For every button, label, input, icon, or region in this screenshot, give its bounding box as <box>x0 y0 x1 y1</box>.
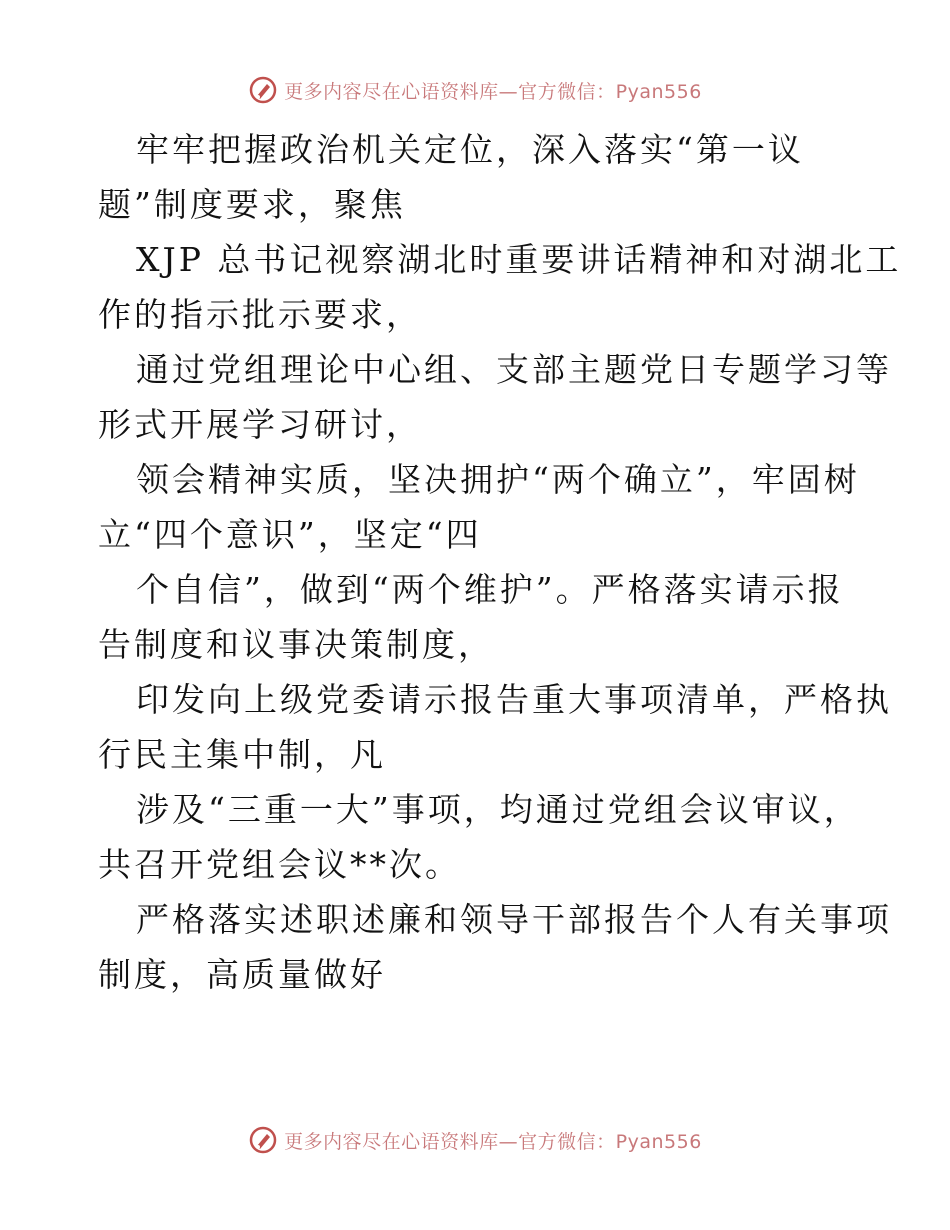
pen-logo-icon <box>248 75 278 105</box>
paragraph-line: 涉及“三重一大”事项，均通过党组会议审议， <box>136 790 860 829</box>
paragraph-line: 制度，高质量做好 <box>98 955 386 994</box>
paragraph-8 <box>98 892 892 1002</box>
pen-logo-icon <box>248 1125 278 1155</box>
paragraph-line: 题”制度要求，聚焦 <box>98 185 406 224</box>
paragraph-line: 牢牢把握政治机关定位，深入落实“第一议 <box>136 130 804 169</box>
watermark-text: 更多内容尽在心语资料库—官方微信：Pyan556 <box>284 80 702 103</box>
paragraph-line: XJP 总书记视察湖北时重要讲话精神和对湖北工 <box>136 240 902 279</box>
paragraph-line: 领会精神实质，坚决拥护“两个确立”，牢固树 <box>136 460 860 499</box>
paragraph-line: 严格落实述职述廉和领导干部报告个人有关事项 <box>136 900 892 939</box>
header-watermark <box>0 70 950 110</box>
footer-watermark <box>0 1120 950 1160</box>
paragraph-line: 共召开党组会议**次。 <box>98 845 461 884</box>
paragraph-line: 立“四个意识”，坚定“四 <box>98 515 482 554</box>
paragraph-3 <box>98 342 892 452</box>
paragraph-line: 形式开展学习研讨， <box>98 405 422 444</box>
paragraph-2 <box>98 232 902 342</box>
paragraph-5 <box>98 562 858 672</box>
paragraph-line: 作的指示批示要求， <box>98 295 422 334</box>
paragraph-line: 个自信”，做到“两个维护”。严格落实请示报 <box>136 570 844 609</box>
paragraph-line: 通过党组理论中心组、支部主题党日专题学习等 <box>136 350 892 389</box>
paragraph-line: 告制度和议事决策制度， <box>98 625 494 664</box>
document-body <box>98 122 902 1002</box>
paragraph-7 <box>98 782 858 892</box>
paragraph-line: 行民主集中制，凡 <box>98 735 386 774</box>
paragraph-line: 印发向上级党委请示报告重大事项清单，严格执 <box>136 680 892 719</box>
watermark-text: 更多内容尽在心语资料库—官方微信：Pyan556 <box>284 1130 702 1153</box>
paragraph-4 <box>98 452 858 562</box>
paragraph-6 <box>98 672 892 782</box>
paragraph-1 <box>98 122 858 232</box>
